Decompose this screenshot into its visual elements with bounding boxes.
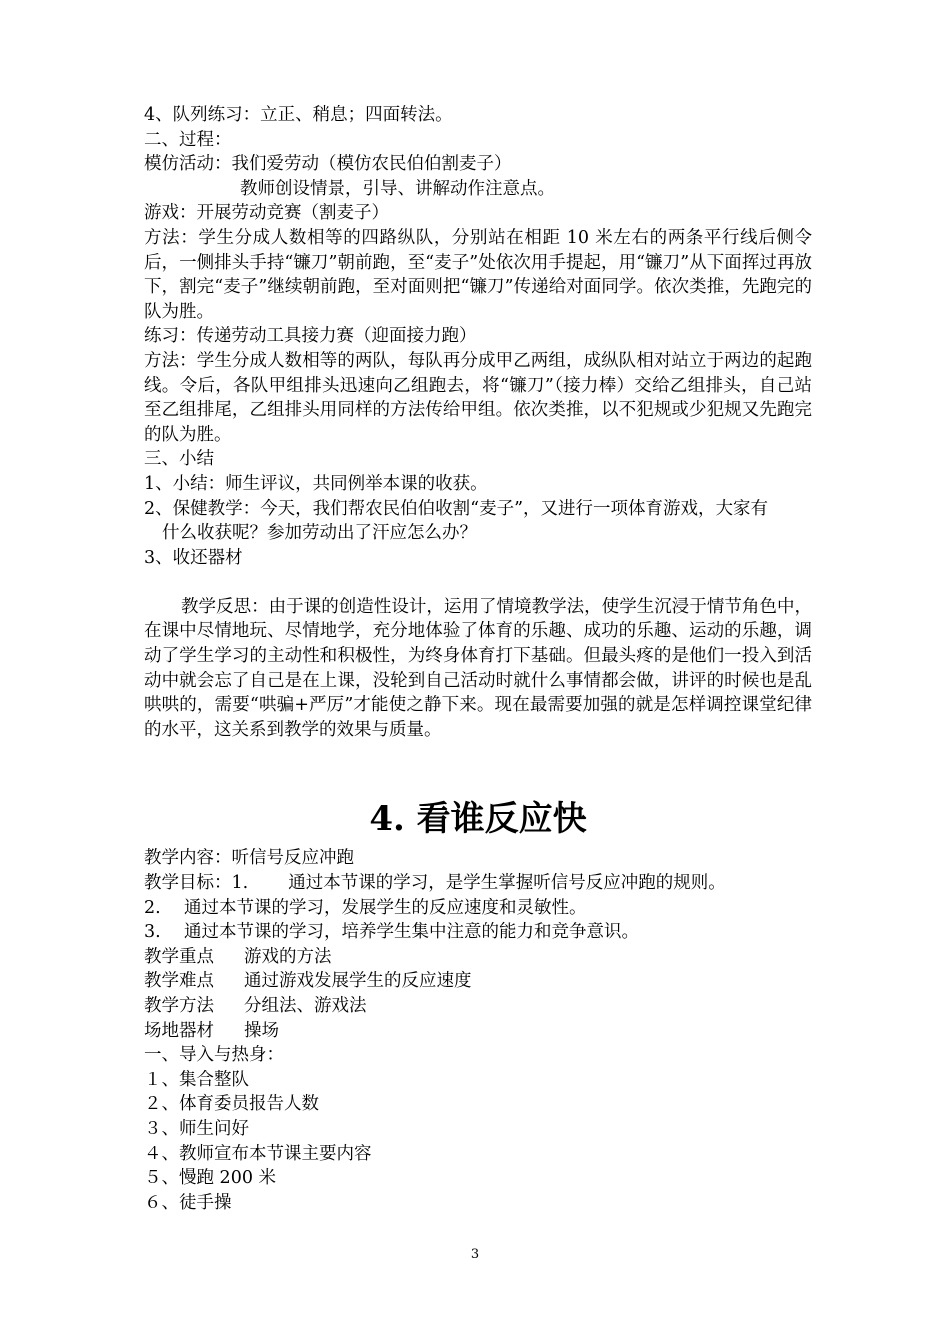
objective-number: 2. [144,897,161,918]
text-line: 模仿活动：我们爱劳动（模仿农民伯伯割麦子） [144,154,512,175]
objective-line [144,871,812,896]
list-item: ３、师生问好 [144,1118,249,1139]
objective-text: 通过本节课的学习，发展学生的反应速度和灵敏性。 [184,897,587,918]
field-value: 游戏的方法 [244,946,332,967]
text-line: 2、保健教学：今天，我们帮农民伯伯收割“麦子”，又进行一项体育游戏，大家有 [144,498,769,519]
field-line [144,969,812,994]
document-body [144,103,812,1215]
page-number: 3 [470,1247,480,1262]
list-item: ４、教师宣布本节课主要内容 [144,1143,372,1164]
field-label: 教学方法 [144,996,214,1016]
objective-line [144,896,812,921]
section-heading: 二、过程： [144,129,232,150]
list-item: １、集合整队 [144,1069,249,1090]
objective-text: 通过本节课的学习，培养学生集中注意的能力和竞争意识。 [184,922,639,943]
lesson-title: 4. 看谁反应快 [369,799,587,840]
list-item: ５、慢跑 200 米 [144,1168,277,1189]
text-line: 1、小结：师生评议，共同例举本课的收获。 [144,473,488,494]
paragraph: 方法：学生分成人数相等的两队，每队再分成甲乙两组，成纵队相对站立于两边的起跑线。令后，各队甲组排头迅速向乙组跑去，将“镰刀”（接力棒）交给乙组排头，自己站至乙组排尾，乙组排头用同样的方法传给甲组。依次类推，以不犯规或少犯规又先跑完的队为胜。 [144,350,812,445]
field-value: 分组法、游戏法 [244,996,367,1016]
field-label: 教学难点 [144,971,214,992]
field-line [144,945,812,970]
paragraph: 方法：学生分成人数相等的四路纵队，分别站在相距 10 米左右的两条平行线后侧令后，一侧排头手持“镰刀”朝前跑，至“麦子”处依次用手提起，用“镰刀”从下面挥过再放下，割完“麦子”继续朝前跑，至对面则把“镰刀”传递给对面同学。依次类推，先跑完的队为胜。 [144,227,812,322]
objective-text: 通过本节课的学习，是学生掌握听信号反应冲跑的规则。 [288,873,726,894]
objective-number: 3. [144,922,161,943]
section-heading: 一、导入与热身： [144,1045,284,1066]
text-line: 游戏：开展劳动竞赛（割麦子） [144,203,389,224]
text-line: 教师创设情景，引导、讲解动作注意点。 [240,178,555,199]
reflection-paragraph: 教学反思：由于课的创造性设计，运用了情境教学法，使学生沉浸于情节角色中，在课中尽情地玩、尽情地学，充分地体验了体育的乐趣、成功的乐趣、运动的乐趣，调动了学生学习的主动性和积极性，为终身体育打下基础。但最头疼的是他们一投入到活动中就会忘了自己是在上课，没轮到自己活动时就什么事情都会做，讲评的时候也是乱哄哄的，需要“哄骗+严厉”才能使之静下来。现在最需要加强的就是怎样调控课堂纪律的水平，这关系到教学的效果与质量。 [144,596,812,740]
field-label: 场地器材 [144,1020,214,1041]
text-line: 练习：传递劳动工具接力赛（迎面接力跑） [144,326,477,347]
field-value: 通过游戏发展学生的反应速度 [244,971,472,992]
objective-line [144,920,812,945]
section-heading: 三、小结 [144,449,214,470]
list-item: ６、徒手操 [144,1192,232,1213]
text-line: 4、队列练习：立正、稍息；四面转法。 [144,105,453,125]
text-line: 什么收获呢？参加劳动出了汗应怎么办？ [162,523,477,544]
field-line [144,994,812,1019]
blank-line [144,570,812,595]
field-value: 操场 [244,1020,279,1041]
objective-label: 教学目标：1. [144,873,249,894]
text-line: 3、收还器材 [144,547,243,568]
field-label: 教学重点 [144,946,214,967]
text-line: 教学内容：听信号反应冲跑 [144,848,354,869]
field-line [144,1019,812,1044]
list-item: ２、体育委员报告人数 [144,1094,319,1115]
